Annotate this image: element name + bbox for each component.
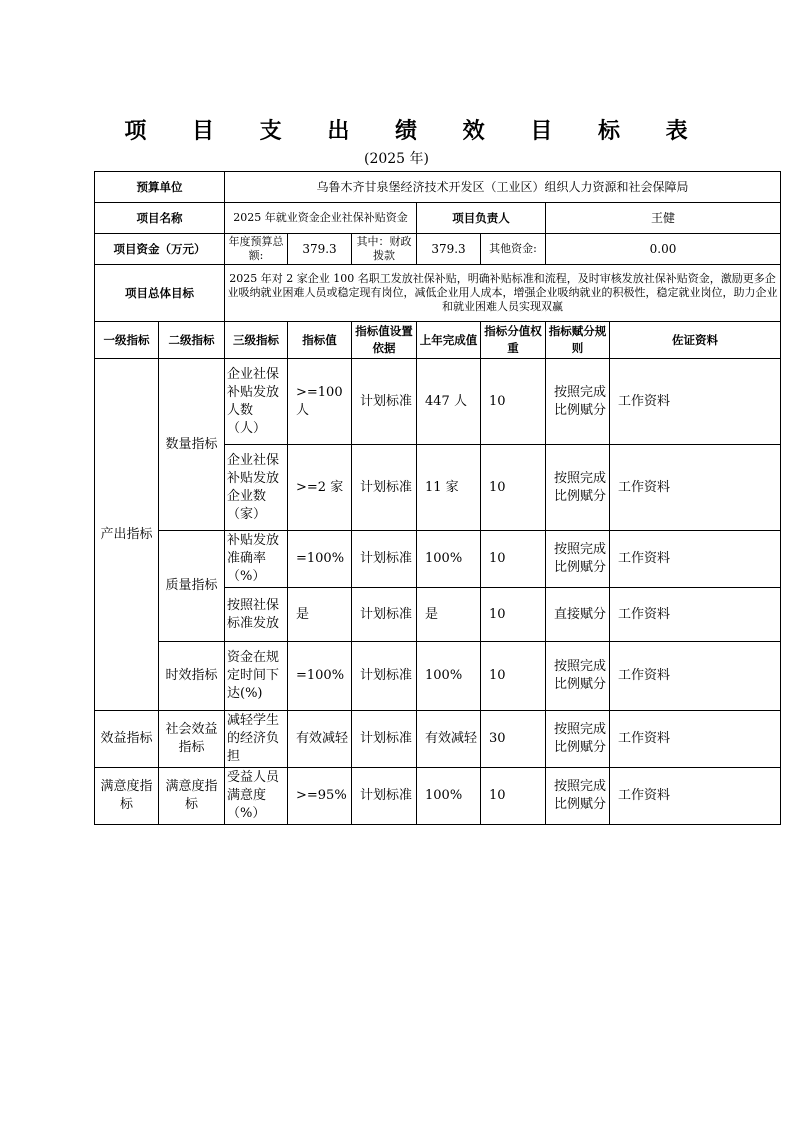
fiscal-label: 其中：财政拨款 <box>352 234 417 265</box>
indicator-name: 按照社保标准发放 <box>225 588 288 642</box>
indicator-rule: 按照完成比例赋分 <box>546 359 610 445</box>
header-level3: 三级指标 <box>225 322 288 359</box>
indicator-basis: 计划标准 <box>352 359 417 445</box>
indicator-evidence: 工作资料 <box>610 642 781 711</box>
group-benefit: 效益指标 <box>95 711 159 768</box>
indicator-weight: 10 <box>481 642 546 711</box>
indicator-rule: 按照完成比例赋分 <box>546 642 610 711</box>
indicator-basis: 计划标准 <box>352 588 417 642</box>
other-funds-value: 0.00 <box>546 234 781 265</box>
other-funds-label: 其他资金: <box>481 234 546 265</box>
header-last-year: 上年完成值 <box>417 322 481 359</box>
indicator-basis: 计划标准 <box>352 531 417 588</box>
indicator-evidence: 工作资料 <box>610 359 781 445</box>
indicator-last-year: 100% <box>417 531 481 588</box>
group-timeliness: 时效指标 <box>159 642 225 711</box>
indicator-basis: 计划标准 <box>352 711 417 768</box>
indicator-weight: 10 <box>481 359 546 445</box>
indicator-name: 企业社保补贴发放人数（人） <box>225 359 288 445</box>
project-name-value: 2025 年就业资金企业社保补贴资金 <box>225 203 417 234</box>
indicator-basis: 计划标准 <box>352 642 417 711</box>
indicator-weight: 10 <box>481 531 546 588</box>
header-basis: 指标值设置依据 <box>352 322 417 359</box>
project-leader-value: 王健 <box>546 203 781 234</box>
indicator-name: 减轻学生的经济负担 <box>225 711 288 768</box>
budget-unit-value: 乌鲁木齐甘泉堡经济技术开发区（工业区）组织人力资源和社会保障局 <box>225 172 781 203</box>
indicator-rule: 按照完成比例赋分 <box>546 531 610 588</box>
header-rule: 指标赋分规则 <box>546 322 610 359</box>
header-level2: 二级指标 <box>159 322 225 359</box>
indicator-rule: 按照完成比例赋分 <box>546 768 610 825</box>
project-name-label: 项目名称 <box>95 203 225 234</box>
header-evidence: 佐证资料 <box>610 322 781 359</box>
indicator-name: 企业社保补贴发放企业数（家） <box>225 445 288 531</box>
goal-text: 2025 年对 2 家企业 100 名职工发放社保补贴，明确补贴标准和流程，及时审核发放社保补贴资金，激励更多企业吸纳就业困难人员或稳定现有岗位，减低企业用人成本，增强企业吸纳就业的积极性，稳定就业岗位，助力企业和就业困难人员实现双赢 <box>225 265 781 322</box>
indicator-value: 有效减轻 <box>288 711 352 768</box>
indicator-evidence: 工作资料 <box>610 711 781 768</box>
indicator-weight: 10 <box>481 445 546 531</box>
annual-budget-label: 年度预算总额: <box>225 234 288 265</box>
indicator-basis: 计划标准 <box>352 768 417 825</box>
indicator-name: 补贴发放准确率（%） <box>225 531 288 588</box>
indicator-weight: 30 <box>481 711 546 768</box>
indicator-evidence: 工作资料 <box>610 531 781 588</box>
indicator-last-year: 100% <box>417 768 481 825</box>
indicator-rule: 按照完成比例赋分 <box>546 445 610 531</box>
indicator-evidence: 工作资料 <box>610 588 781 642</box>
indicator-value: =100% <box>288 642 352 711</box>
annual-budget-value: 379.3 <box>288 234 352 265</box>
indicator-last-year: 100% <box>417 642 481 711</box>
indicator-value: >=2 家 <box>288 445 352 531</box>
goal-label: 项目总体目标 <box>95 265 225 322</box>
indicator-value: >=100 人 <box>288 359 352 445</box>
funds-label: 项目资金（万元） <box>95 234 225 265</box>
indicator-value: 是 <box>288 588 352 642</box>
indicator-last-year: 有效减轻 <box>417 711 481 768</box>
group-quality: 质量指标 <box>159 531 225 642</box>
indicator-last-year: 是 <box>417 588 481 642</box>
indicator-rule: 直接赋分 <box>546 588 610 642</box>
indicator-value: >=95% <box>288 768 352 825</box>
group-satisfaction-level2: 满意度指标 <box>159 768 225 825</box>
indicator-rule: 按照完成比例赋分 <box>546 711 610 768</box>
indicator-last-year: 11 家 <box>417 445 481 531</box>
budget-unit-label: 预算单位 <box>95 172 225 203</box>
indicator-name: 资金在规定时间下达(%) <box>225 642 288 711</box>
fiscal-value: 379.3 <box>417 234 481 265</box>
header-level1: 一级指标 <box>95 322 159 359</box>
group-social-benefit: 社会效益指标 <box>159 711 225 768</box>
indicator-basis: 计划标准 <box>352 445 417 531</box>
indicator-value: =100% <box>288 531 352 588</box>
indicator-evidence: 工作资料 <box>610 445 781 531</box>
header-weight: 指标分值权重 <box>481 322 546 359</box>
indicator-last-year: 447 人 <box>417 359 481 445</box>
header-value: 指标值 <box>288 322 352 359</box>
indicator-name: 受益人员满意度（%） <box>225 768 288 825</box>
project-leader-label: 项目负责人 <box>417 203 546 234</box>
page-title: 项 目 支 出 绩 效 目 标 表 <box>124 119 707 144</box>
year-label: (2025 年) <box>363 151 429 167</box>
indicator-evidence: 工作资料 <box>610 768 781 825</box>
indicator-weight: 10 <box>481 768 546 825</box>
group-satisfaction: 满意度指标 <box>95 768 159 825</box>
performance-table <box>94 171 781 825</box>
group-quantity: 数量指标 <box>159 359 225 531</box>
indicator-weight: 10 <box>481 588 546 642</box>
group-output: 产出指标 <box>95 359 159 711</box>
